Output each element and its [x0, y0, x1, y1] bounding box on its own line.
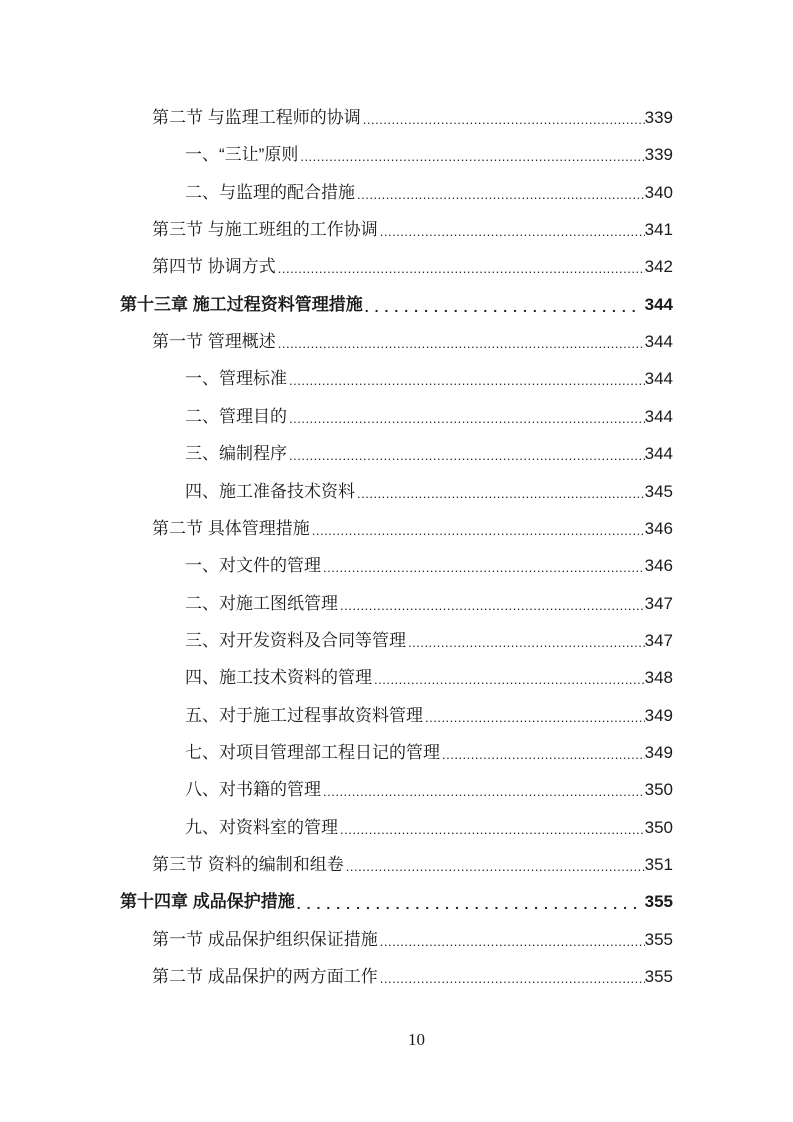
- toc-entry-title: 一、“三让”原则: [185, 145, 299, 165]
- toc-section-entry[interactable]: [152, 104, 673, 132]
- toc-entry-page: 344: [644, 444, 673, 464]
- toc-entry-title: 一、管理标准: [185, 369, 287, 389]
- dot-leader: [425, 706, 645, 730]
- toc-subsection-entry[interactable]: [185, 440, 673, 468]
- toc-entry-page: 346: [644, 556, 673, 576]
- toc-subsection-entry[interactable]: [185, 590, 673, 618]
- toc-entry-page: 349: [644, 705, 673, 725]
- toc-entry-page: 351: [644, 855, 673, 874]
- dot-leader: [346, 855, 645, 879]
- dot-leader: [312, 519, 645, 543]
- dot-leader: [278, 332, 645, 356]
- toc-section-entry[interactable]: [152, 963, 673, 991]
- dot-leader: [357, 183, 645, 207]
- toc-entry-title: 第二节 与监理工程师的协调: [152, 108, 361, 127]
- toc-subsection-entry[interactable]: [185, 739, 673, 767]
- dot-leader: [357, 482, 645, 506]
- toc-entry-title: 第十四章 成品保护措施: [120, 892, 295, 912]
- toc-entry-title: 第三节 资料的编制和组卷: [152, 855, 344, 874]
- dot-leader: [380, 930, 645, 954]
- dot-leader: [289, 444, 645, 468]
- toc-entry-page: 342: [644, 257, 673, 277]
- toc-section-entry[interactable]: [152, 328, 673, 356]
- toc-entry-page: 340: [644, 182, 673, 202]
- dot-leader: [300, 145, 644, 169]
- toc-entry-page: 349: [644, 742, 673, 762]
- toc-entry-page: 344: [644, 369, 673, 389]
- toc-entry-title: 第三节 与施工班组的工作协调: [152, 220, 378, 240]
- toc-subsection-entry[interactable]: [185, 702, 673, 730]
- toc-entry-page: 344: [644, 406, 673, 426]
- toc-entry-title: 八、对书籍的管理: [185, 780, 321, 800]
- toc-entry-page: 339: [644, 108, 673, 127]
- toc-entry-page: 350: [644, 780, 673, 800]
- toc-entry-page: 350: [644, 817, 673, 837]
- dot-leader: [289, 407, 645, 431]
- toc-subsection-entry[interactable]: [185, 141, 673, 169]
- toc-entry-title: 五、对于施工过程事故资料管理: [185, 705, 423, 725]
- toc-entry-title: 第二节 成品保护的两方面工作: [152, 967, 378, 987]
- dot-leader: [363, 108, 645, 132]
- dot-leader: [380, 220, 645, 244]
- dot-leader: [365, 295, 637, 319]
- dot-leader: [340, 818, 645, 842]
- toc-entry-page: 355: [644, 892, 673, 912]
- toc-subsection-entry[interactable]: [185, 365, 673, 393]
- toc-entry-title: 四、施工技术资料的管理: [185, 668, 372, 688]
- dot-leader: [340, 594, 645, 618]
- page-number: 10: [408, 1030, 425, 1049]
- toc-entry-page: 348: [644, 668, 673, 688]
- toc-entry-title: 第一节 管理概述: [152, 332, 276, 352]
- dot-leader: [323, 780, 645, 804]
- toc-entry-page: 341: [644, 220, 673, 240]
- toc-subsection-entry[interactable]: [185, 403, 673, 431]
- toc-entry-title: 九、对资料室的管理: [185, 817, 338, 837]
- toc-entry-title: 第一节 成品保护组织保证措施: [152, 929, 378, 949]
- dot-leader: [408, 631, 645, 655]
- toc-entry-page: 344: [644, 294, 673, 314]
- toc-entry-page: 355: [644, 929, 673, 949]
- toc-entry-page: 344: [644, 332, 673, 352]
- toc-section-entry[interactable]: [152, 253, 673, 281]
- toc-entry-page: 339: [644, 145, 673, 165]
- toc-entry-title: 第二节 具体管理措施: [152, 518, 310, 538]
- toc-entry-title: 一、对文件的管理: [185, 556, 321, 576]
- dot-leader: [278, 257, 645, 281]
- toc-entry-page: 347: [644, 593, 673, 613]
- toc-entry-page: 347: [644, 630, 673, 650]
- toc-section-entry[interactable]: [152, 515, 673, 543]
- dot-leader: [289, 369, 645, 393]
- toc-section-entry[interactable]: [152, 216, 673, 244]
- toc-entry-page: 346: [644, 518, 673, 538]
- toc-entry-title: 三、对开发资料及合同等管理: [185, 630, 406, 650]
- toc-entry-title: 二、与监理的配合措施: [185, 182, 355, 202]
- toc-entry-title: 四、施工准备技术资料: [185, 481, 355, 501]
- toc-entry-page: 355: [644, 967, 673, 987]
- toc-subsection-entry[interactable]: [185, 814, 673, 842]
- toc-section-entry[interactable]: [152, 851, 673, 879]
- toc-chapter-entry[interactable]: [120, 291, 673, 319]
- toc-entry-title: 二、管理目的: [185, 406, 287, 426]
- toc-entry-title: 第十三章 施工过程资料管理措施: [120, 294, 363, 314]
- toc-entry-title: 七、对项目管理部工程日记的管理: [185, 742, 440, 762]
- toc-entry-page: 345: [644, 481, 673, 501]
- dot-leader: [380, 967, 645, 991]
- toc-subsection-entry[interactable]: [185, 552, 673, 580]
- toc-subsection-entry[interactable]: [185, 478, 673, 506]
- toc-section-entry[interactable]: [152, 926, 673, 954]
- toc-subsection-entry[interactable]: [185, 179, 673, 207]
- toc-subsection-entry[interactable]: [185, 776, 673, 804]
- dot-leader: [323, 556, 645, 580]
- toc-entry-title: 第四节 协调方式: [152, 257, 276, 277]
- toc-entry-title: 三、编制程序: [185, 444, 287, 464]
- toc-chapter-entry[interactable]: [120, 888, 673, 916]
- toc-subsection-entry[interactable]: [185, 664, 673, 692]
- dot-leader: [442, 743, 645, 767]
- dot-leader: [297, 892, 637, 916]
- dot-leader: [374, 668, 645, 692]
- toc-subsection-entry[interactable]: [185, 627, 673, 655]
- toc-entry-title: 二、对施工图纸管理: [185, 593, 338, 613]
